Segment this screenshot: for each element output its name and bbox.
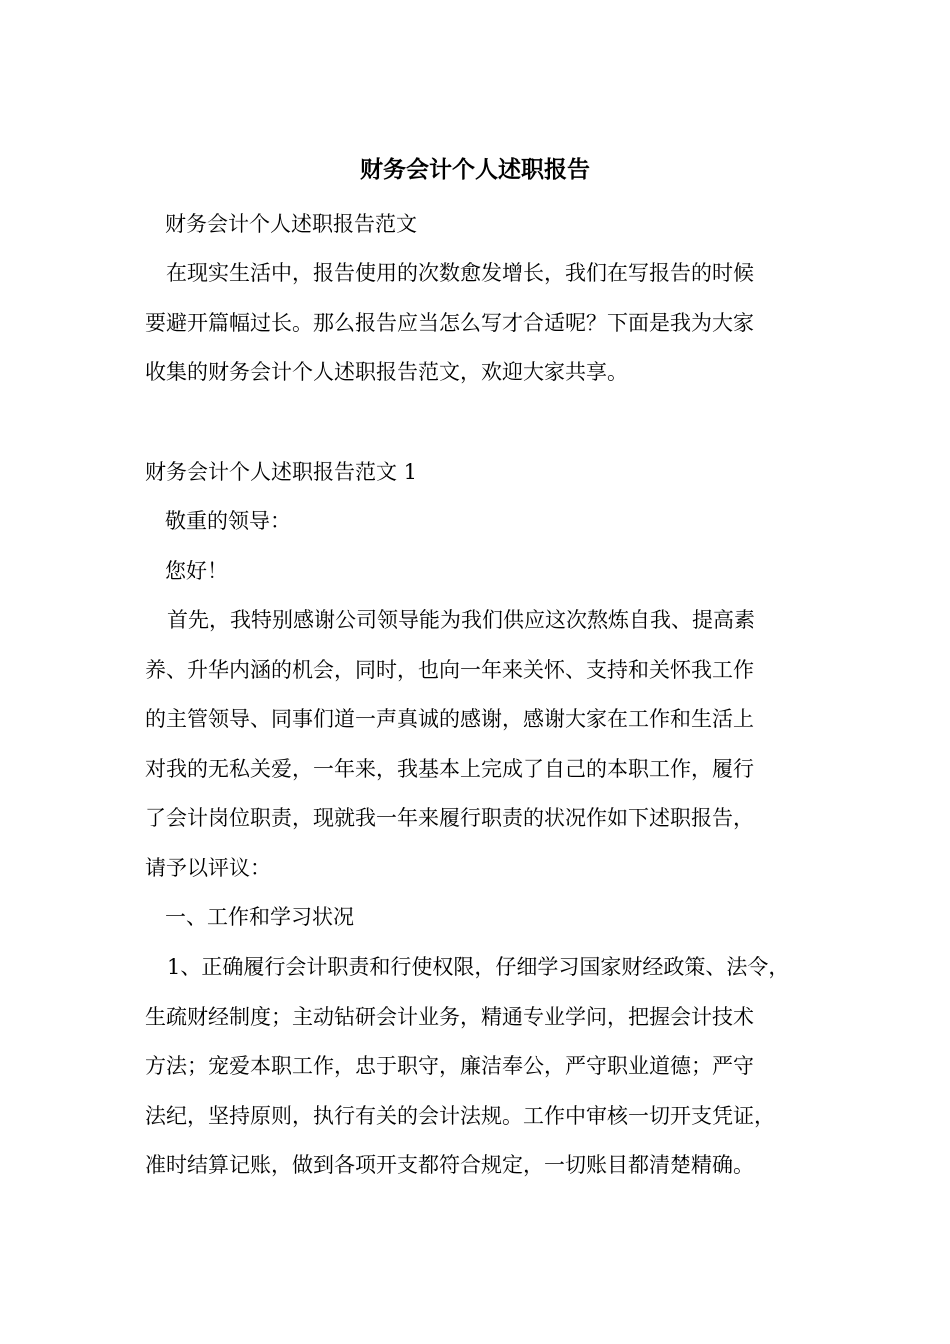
body-line: 对我的无私关爱，一年来，我基本上完成了自己的本职工作，履行 [145, 756, 754, 781]
body-line: 了会计岗位职责，现就我一年来履行职责的状况作如下述职报告， [145, 806, 754, 830]
body-line: 养、升华内涵的机会，同时，也向一年来关怀、支持和关怀我工作 [145, 657, 754, 682]
body-line: 请予以评议： [145, 855, 271, 880]
document-title: 财务会计个人述职报告 [360, 156, 590, 183]
body-line: 首先，我特别感谢公司领导能为我们供应这次熬炼自我、提高素 [167, 608, 755, 632]
body-line: 法纪，坚持原则，执行有关的会计法规。工作中审核一切开支凭证， [145, 1103, 775, 1128]
body-line: 的主管领导、同事们道一声真诚的感谢，感谢大家在工作和生活上 [145, 707, 754, 731]
heading-work-study: 一、工作和学习状况 [165, 905, 354, 929]
body-line: 生疏财经制度；主动钻研会计业务，精通专业学问，把握会计技术 [145, 1004, 754, 1029]
body-paragraph-2 [145, 943, 810, 1191]
greeting: 您好！ [165, 559, 228, 583]
intro-paragraph [145, 249, 810, 398]
intro-line: 收集的财务会计个人述职报告范文，欢迎大家共享。 [145, 360, 628, 384]
intro-line: 要避开篇幅过长。那么报告应当怎么写才合适呢？下面是我为大家 [145, 310, 754, 335]
salutation: 敬重的领导： [165, 509, 291, 533]
body-line: 准时结算记账，做到各项开支都符合规定，一切账目都清楚精确。 [145, 1153, 754, 1177]
body-line: 方法；宠爱本职工作，忠于职守，廉洁奉公，严守职业道德；严守 [145, 1054, 754, 1078]
body-line: 1、正确履行会计职责和行使权限，仔细学习国家财经政策、法令， [167, 955, 790, 979]
body-paragraph-1 [145, 596, 810, 893]
section-title: 财务会计个人述职报告范文 1 [145, 460, 418, 484]
intro-line: 在现实生活中，报告使用的次数愈发增长，我们在写报告的时候 [145, 261, 754, 285]
document-subtitle: 财务会计个人述职报告范文 [165, 212, 417, 236]
